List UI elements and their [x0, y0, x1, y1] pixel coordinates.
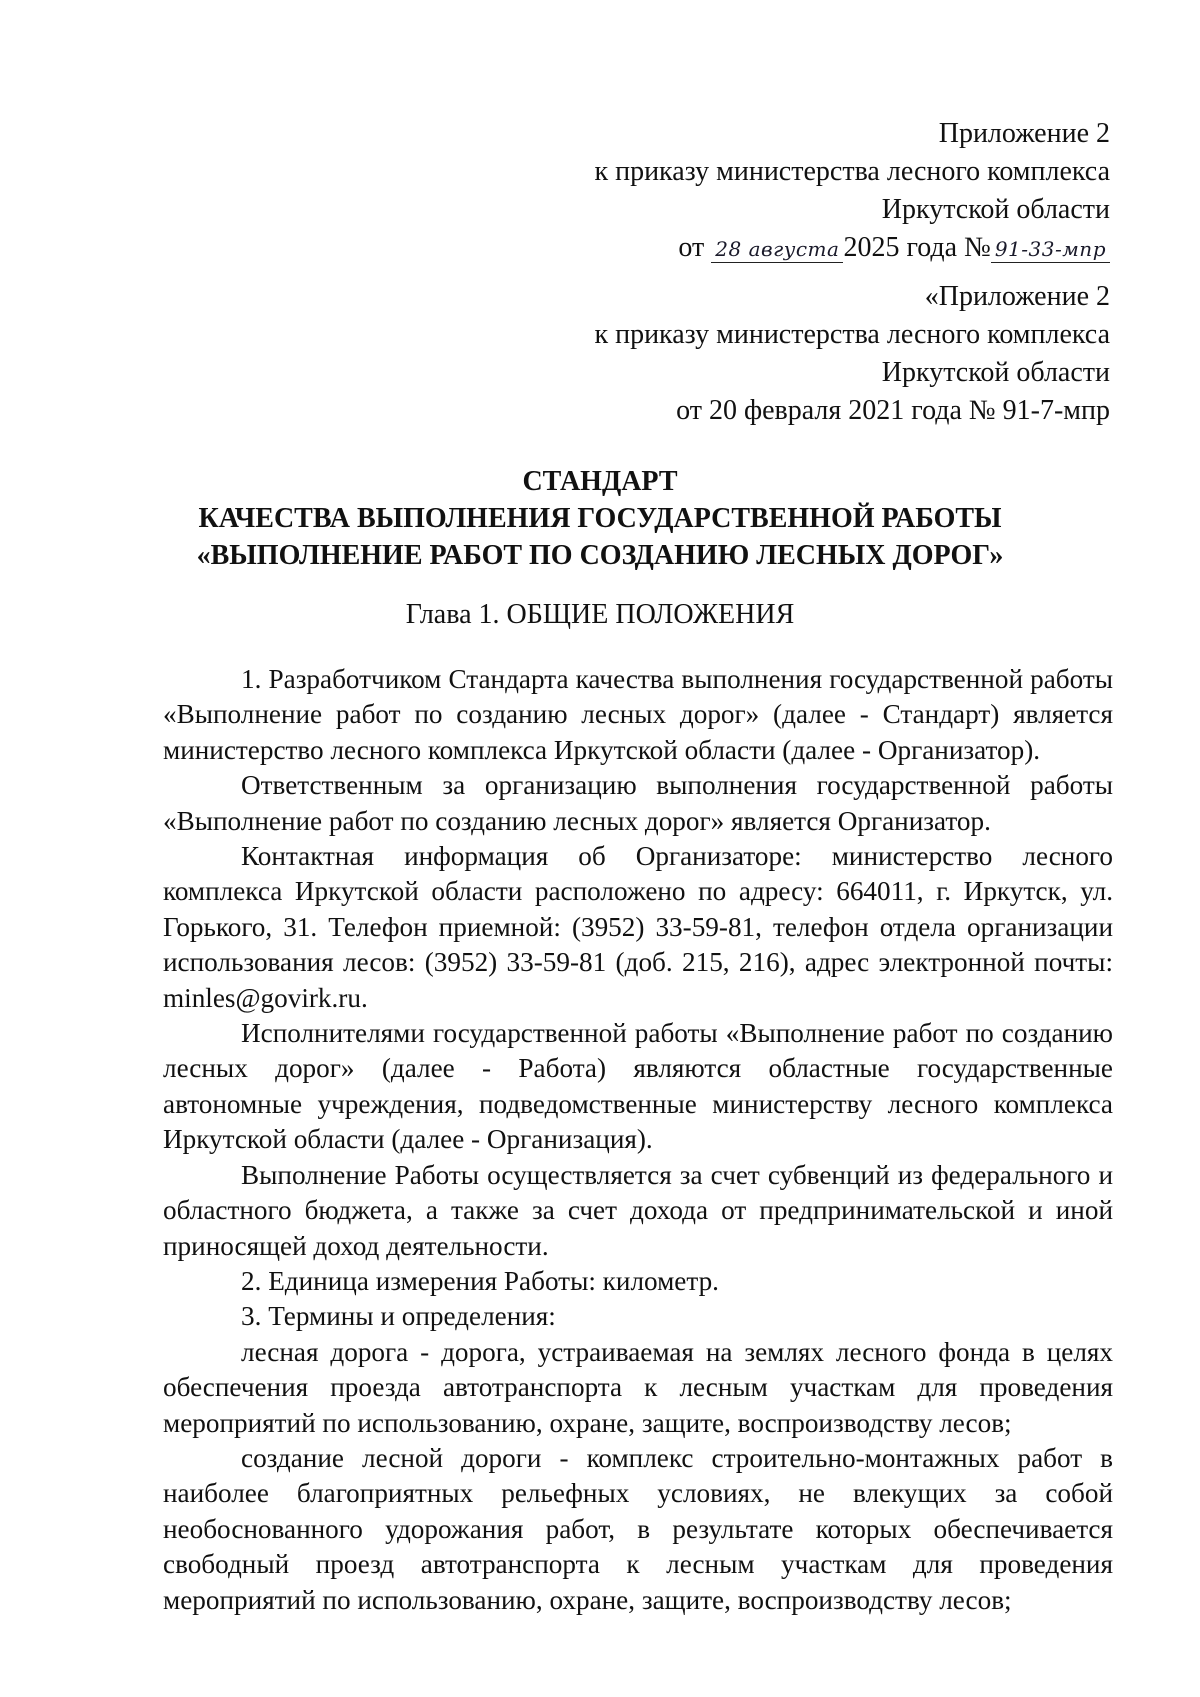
paragraph: создание лесной дороги - комплекс строительно-монтажных работ в наиболее благоприятных рельефных условиях, не влекущих за собой необоснованного удорожания работ, в результате которых обеспечивается свободный проезд автотранспорта к лесным участкам для проведения мероприятий по использованию, охране, защите, воспроизводству лесов;: [163, 1442, 1113, 1615]
appendix-current-line3: Иркутской области: [881, 194, 1110, 225]
paragraph: 3. Термины и определения:: [241, 1301, 556, 1332]
paragraph: 2. Единица измерения Работы: километр.: [241, 1265, 719, 1296]
title-line3: «ВЫПОЛНЕНИЕ РАБОТ ПО СОЗДАНИЮ ЛЕСНЫХ ДОРОГ»: [196, 540, 1004, 571]
appendix-previous-line3: Иркутской области: [881, 357, 1110, 388]
appendix-previous-line2: к приказу министерства лесного комплекса: [594, 319, 1110, 350]
title-line1: СТАНДАРТ: [522, 466, 678, 497]
appendix-current-date-line: [594, 229, 1110, 267]
appendix-current-line2: к приказу министерства лесного комплекса: [594, 156, 1110, 187]
document-title: [0, 463, 1200, 574]
paragraph: Выполнение Работы осуществляется за счет субвенций из федерального и областного бюджета, а также за счет дохода от предпринимательской и иной приносящей доход деятельности.: [163, 1159, 1113, 1261]
handwritten-date: 28 августа: [711, 236, 843, 263]
paragraph: Контактная информация об Организаторе: министерство лесного комплекса Иркутской области расположено по адресу: 664011, г. Иркутск, ул. Горького, 31. Телефон приемной: (3952) 33-59-81, телефон отдела организации использования лесов: (3952) 33-59-81 (доб. 215, 216), адрес электронной почты: minles@govirk.ru.: [163, 841, 1113, 1013]
appendix-previous-line4: от 20 февраля 2021 года № 91-7-мпр: [676, 395, 1110, 426]
appendix-current-line1: Приложение 2: [938, 118, 1110, 149]
appendix-previous-line1: «Приложение 2: [924, 281, 1110, 312]
paragraph: Исполнителями государственной работы «Выполнение работ по созданию лесных дорог» (далее - Работа) являются областные государственные автономные учреждения, подведомственные министерству лесного комплекса Иркутской области (далее - Организация).: [163, 1018, 1113, 1155]
title-line2: КАЧЕСТВА ВЫПОЛНЕНИЯ ГОСУДАРСТВЕННОЙ РАБОТЫ: [198, 503, 1002, 534]
paragraph: лесная дорога - дорога, устраиваемая на землях лесного фонда в целях обеспечения проезда автотранспорта к лесным участкам для проведения мероприятий по использованию, охране, защите, воспроизводству лесов;: [163, 1336, 1113, 1438]
body-text: [163, 662, 1113, 1618]
paragraph: 1. Разработчиком Стандарта качества выполнения государственной работы «Выполнение работ по созданию лесных дорог» (далее - Стандарт) является министерство лесного комплекса Иркутской области (далее - Организатор).: [163, 664, 1113, 765]
date-prefix: от: [678, 232, 705, 263]
chapter-heading: Глава 1. ОБЩИЕ ПОЛОЖЕНИЯ: [405, 599, 795, 630]
appendix-current-block: [594, 115, 1110, 267]
appendix-previous-block: [594, 278, 1110, 430]
year-text: 2025 года №: [843, 232, 991, 263]
handwritten-order-number: 91-33-мпр: [991, 236, 1110, 263]
paragraph: Ответственным за организацию выполнения государственной работы «Выполнение работ по созданию лесных дорог» является Организатор.: [163, 770, 1113, 836]
